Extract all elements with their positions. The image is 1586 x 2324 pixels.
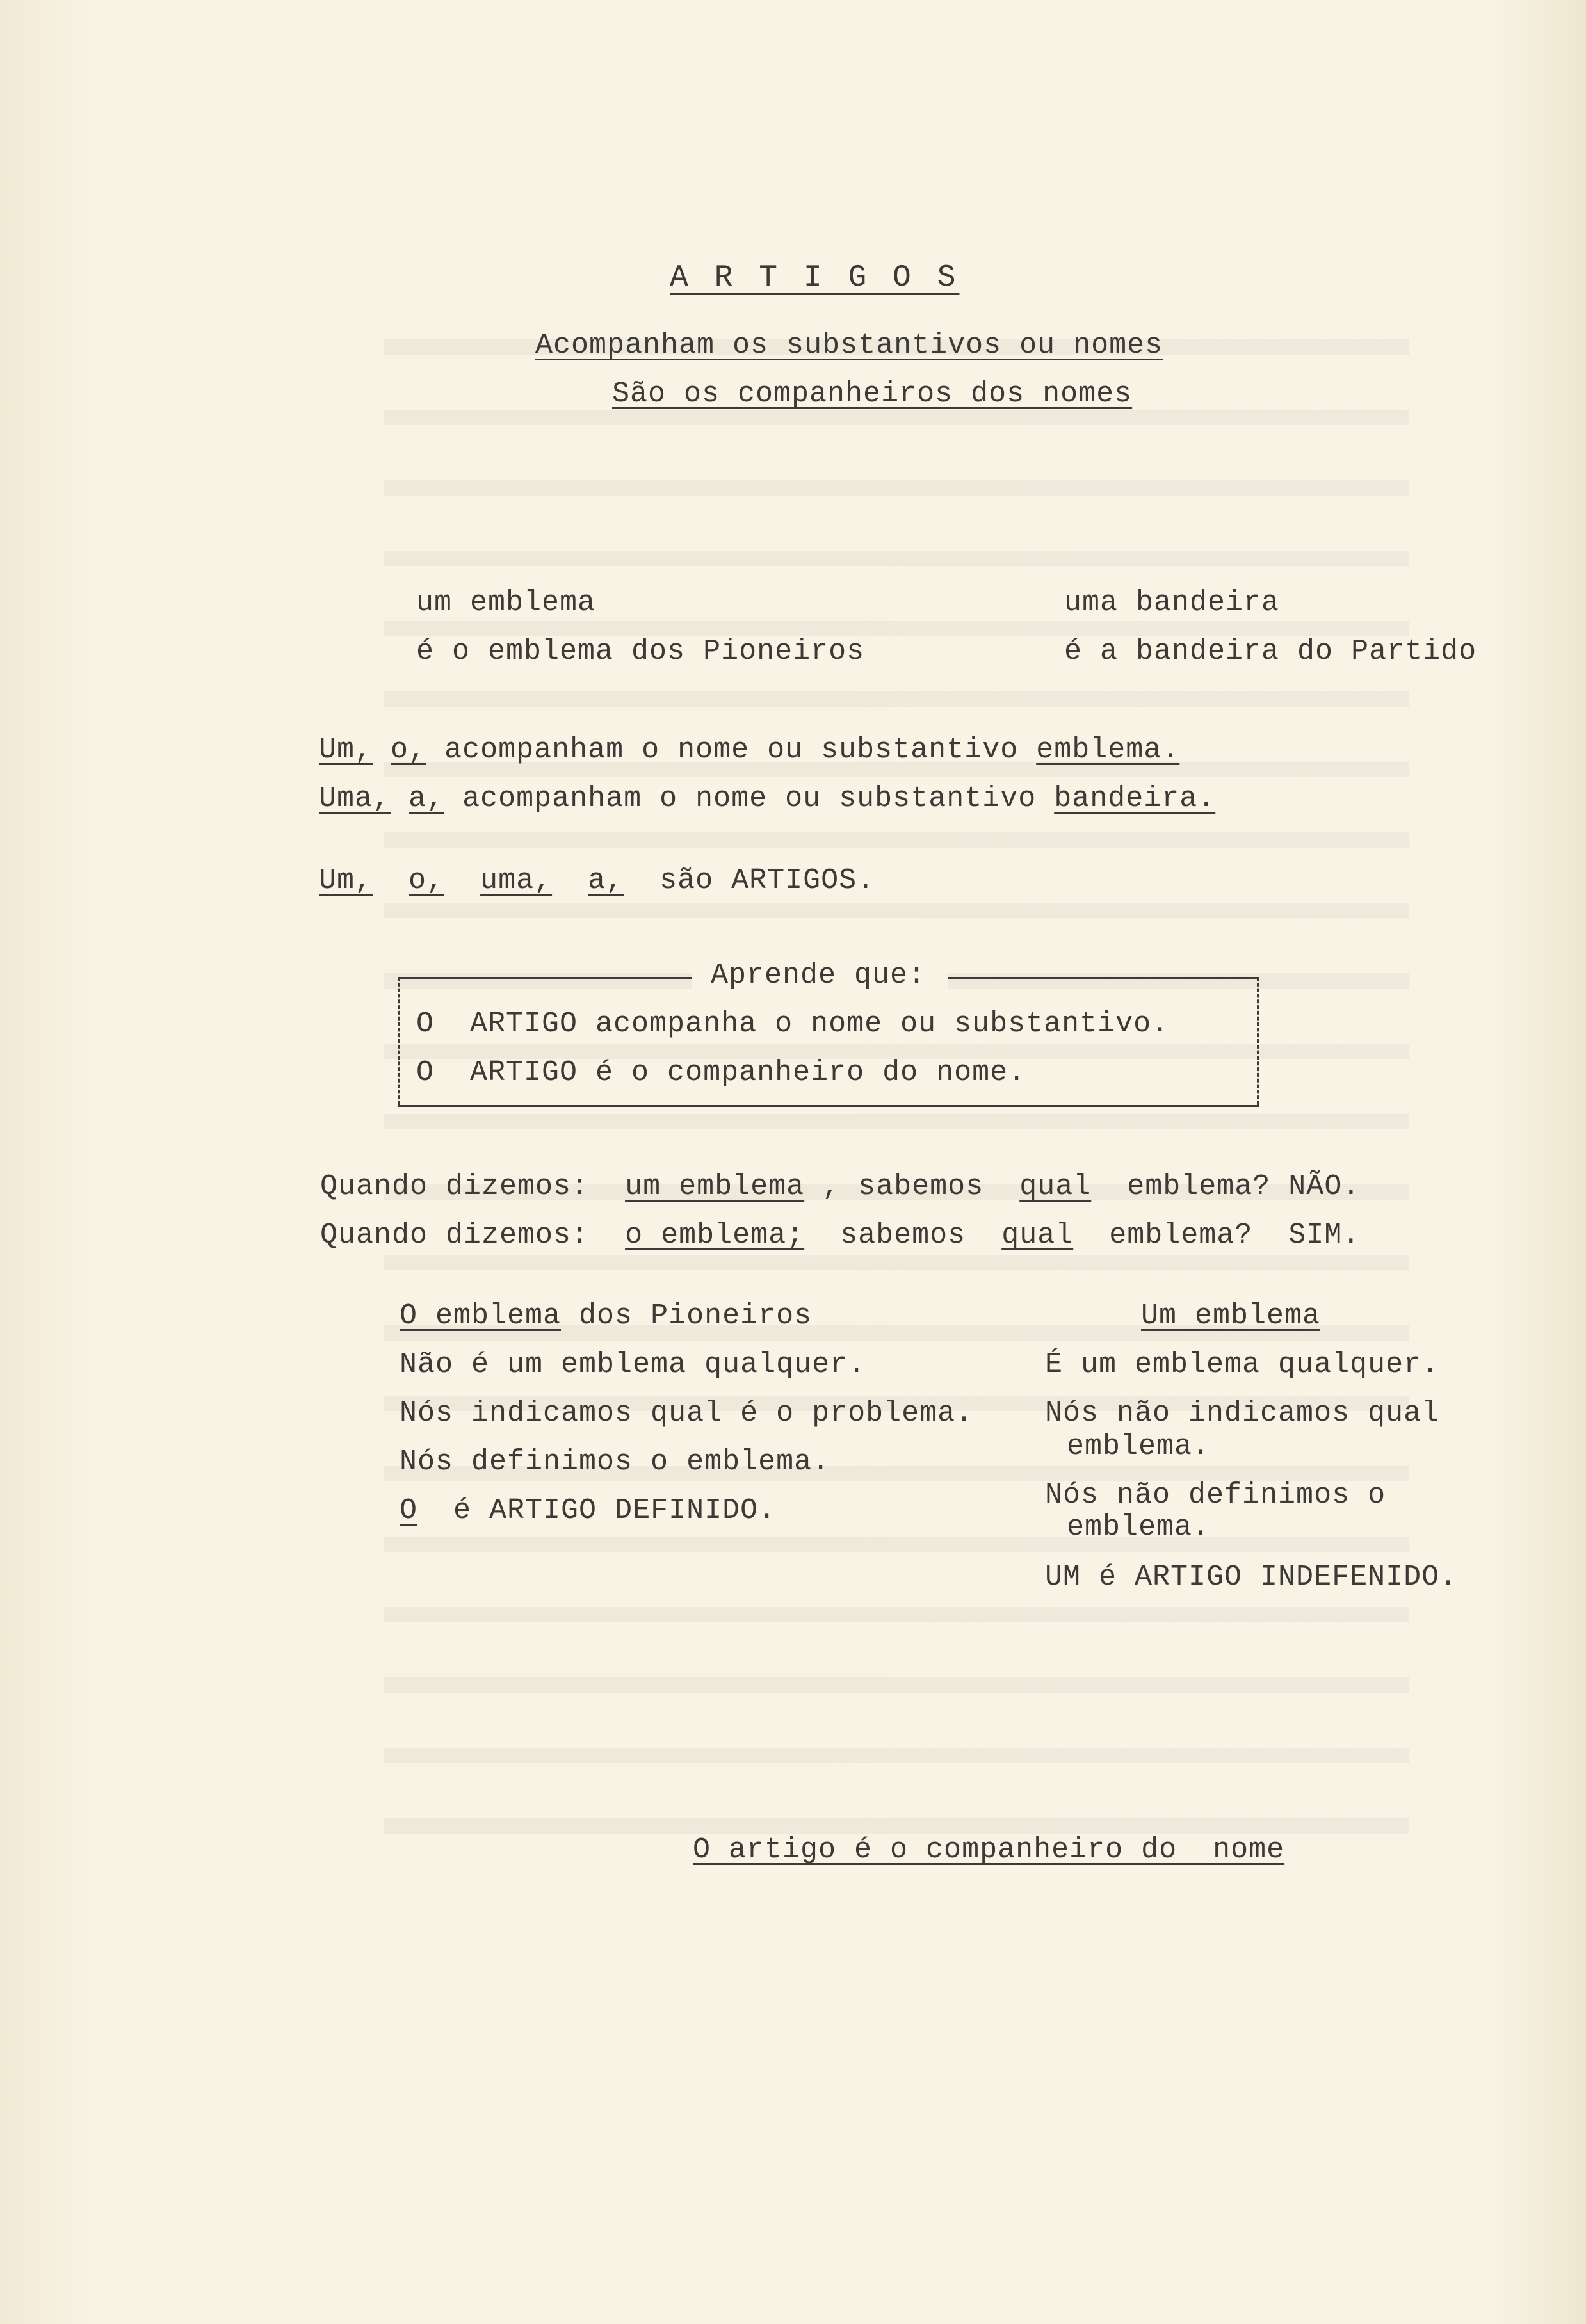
subtitle-1: Acompanham os substantivos ou nomes bbox=[535, 329, 1163, 362]
summary-line bbox=[319, 864, 875, 898]
question-keyword: qual bbox=[1001, 1219, 1074, 1252]
right-column-line-2: Nós não indicamos qual bbox=[1045, 1397, 1440, 1430]
right-column-line-3: emblema. bbox=[1067, 1430, 1211, 1463]
left-column-line-2: Nós indicamos qual é o problema. bbox=[400, 1397, 974, 1430]
article-word: o, bbox=[391, 734, 427, 766]
explanation-text: acompanham o nome ou substantivo bbox=[444, 734, 1019, 766]
definite-label: é ARTIGO DEFINIDO. bbox=[417, 1494, 777, 1527]
question-phrase: o emblema; bbox=[625, 1219, 805, 1252]
question-prefix: Quando dizemos: bbox=[320, 1170, 590, 1203]
question-text: sabemos bbox=[840, 1219, 966, 1252]
explanation-text: acompanham o nome ou substantivo bbox=[462, 782, 1037, 815]
noun-word: emblema. bbox=[1036, 734, 1180, 766]
box-line-1: O ARTIGO acompanha o nome ou substantivo. bbox=[416, 1008, 1170, 1040]
left-column-line-3: Nós definimos o emblema. bbox=[400, 1446, 830, 1478]
example-left-2: é o emblema dos Pioneiros bbox=[416, 635, 865, 668]
noun-word: bandeira. bbox=[1054, 782, 1216, 815]
left-column-final bbox=[400, 1494, 776, 1528]
left-column-heading bbox=[400, 1300, 812, 1333]
question-keyword: qual bbox=[1019, 1170, 1092, 1203]
question-answer: emblema? SIM. bbox=[1109, 1219, 1361, 1252]
explanation-line-2 bbox=[319, 782, 1215, 816]
question-prefix: Quando dizemos: bbox=[320, 1219, 590, 1252]
right-column-line-4: Nós não definimos o bbox=[1045, 1479, 1386, 1512]
question-line-1 bbox=[320, 1170, 1360, 1204]
summary-text: são ARTIGOS. bbox=[659, 864, 875, 897]
question-text: , sabemos bbox=[822, 1170, 984, 1203]
article-word: Um, bbox=[319, 864, 373, 897]
definite-article: O bbox=[400, 1494, 418, 1527]
article-word: o, bbox=[409, 864, 445, 897]
subtitle-2: São os companheiros dos nomes bbox=[612, 378, 1133, 410]
closing-statement: O artigo é o companheiro do nome bbox=[693, 1834, 1285, 1866]
left-column-line-1: Não é um emblema qualquer. bbox=[400, 1348, 866, 1381]
article-word: Um, bbox=[319, 734, 373, 766]
box-label: Aprende que: bbox=[711, 959, 927, 992]
article-word: a, bbox=[409, 782, 445, 815]
example-right-2: é a bandeira do Partido bbox=[1064, 635, 1477, 668]
box-left-border bbox=[398, 977, 400, 1105]
example-right-1: uma bandeira bbox=[1064, 586, 1280, 619]
article-word: uma, bbox=[480, 864, 553, 897]
article-word: a, bbox=[588, 864, 624, 897]
box-line-2: O ARTIGO é o companheiro do nome. bbox=[416, 1056, 1026, 1089]
example-left-1: um emblema bbox=[416, 586, 596, 619]
explanation-line-1 bbox=[319, 734, 1179, 767]
right-column-heading: Um emblema bbox=[1141, 1300, 1321, 1332]
right-column-final: UM é ARTIGO INDEFENIDO. bbox=[1045, 1561, 1458, 1594]
right-column-line-5: emblema. bbox=[1067, 1511, 1211, 1544]
article-word: Uma, bbox=[319, 782, 391, 815]
question-line-2 bbox=[320, 1219, 1360, 1252]
right-column-line-1: É um emblema qualquer. bbox=[1045, 1348, 1440, 1381]
question-answer: emblema? NÃO. bbox=[1127, 1170, 1361, 1203]
left-heading-rest: dos Pioneiros bbox=[561, 1300, 813, 1332]
box-right-border bbox=[1257, 977, 1259, 1105]
box-bottom-rule bbox=[398, 1105, 1259, 1107]
left-heading-underlined: O emblema bbox=[400, 1300, 562, 1332]
question-phrase: um emblema bbox=[625, 1170, 805, 1203]
page-title: A R T I G O S bbox=[670, 261, 960, 295]
